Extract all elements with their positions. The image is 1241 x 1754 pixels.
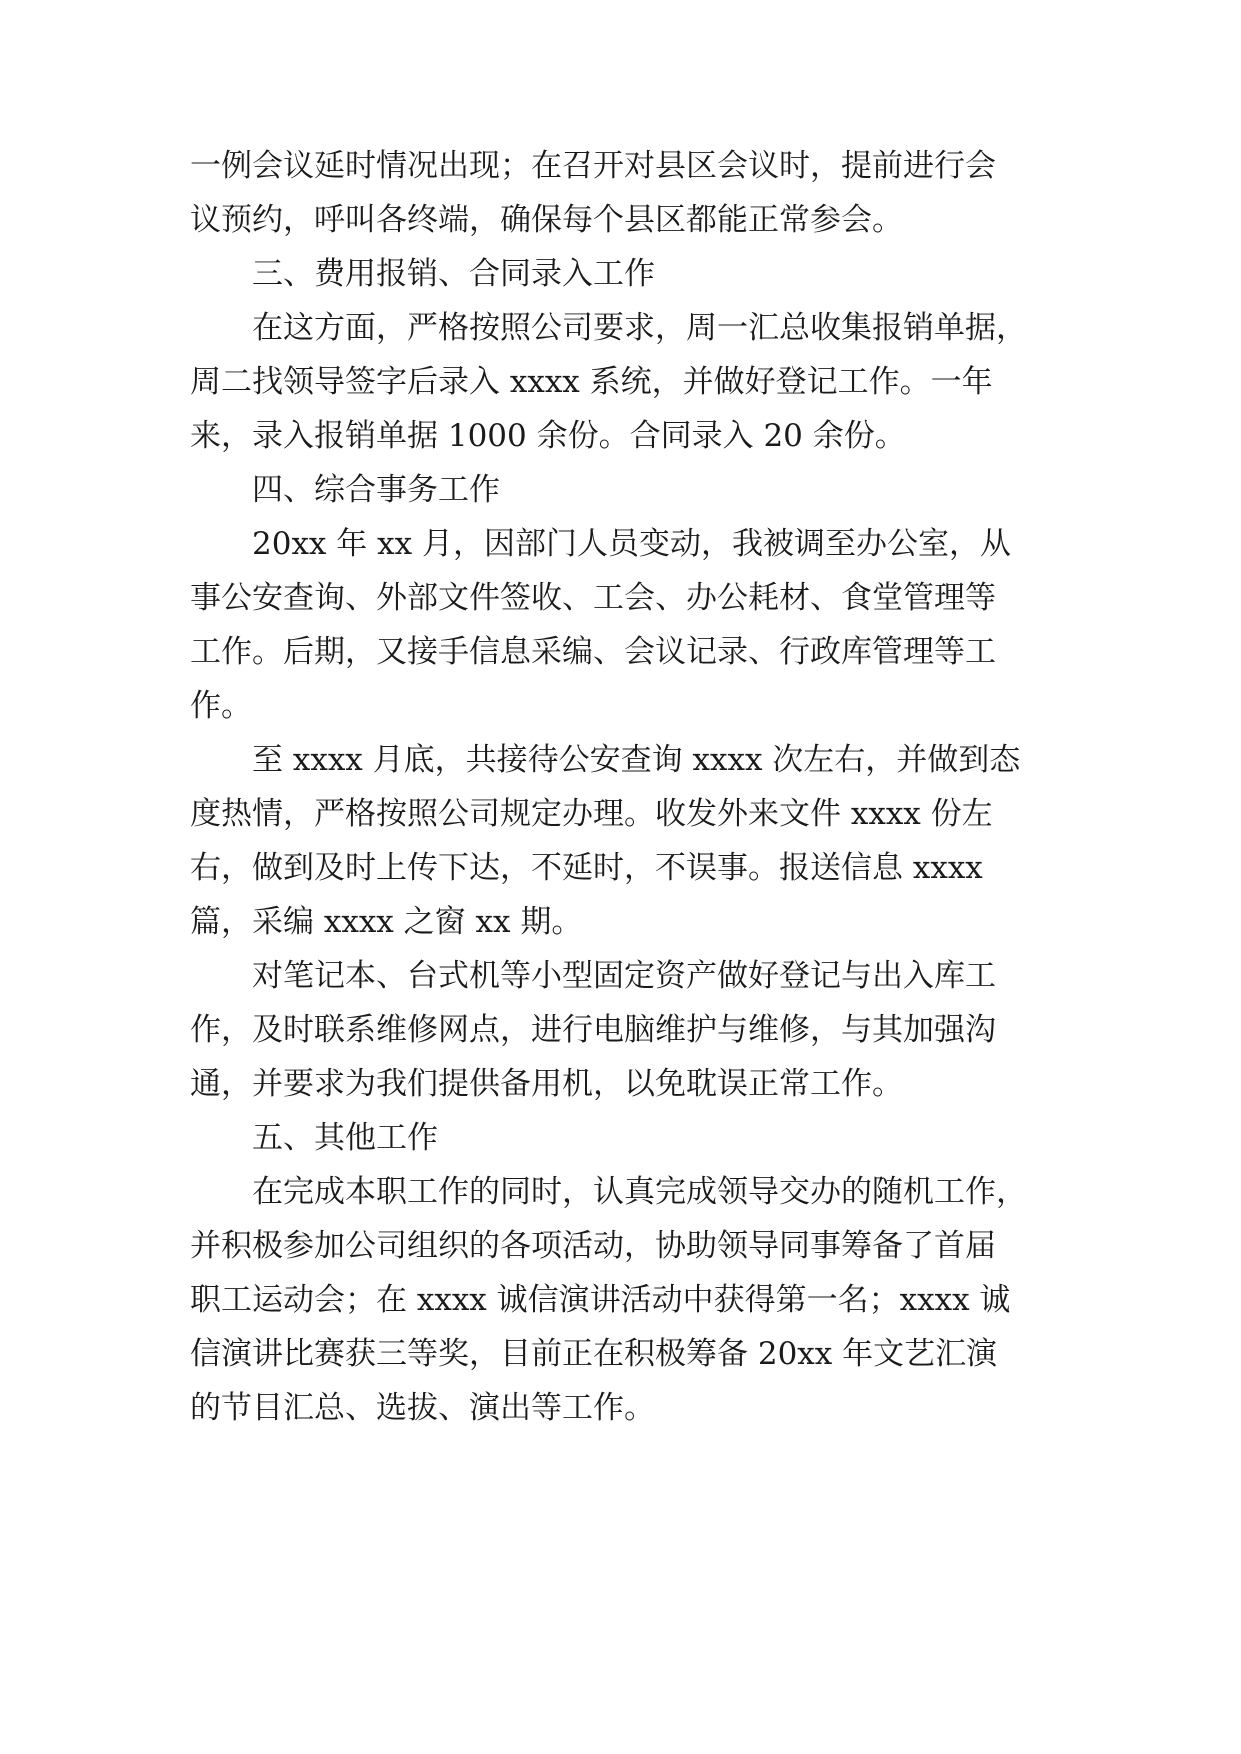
text-line: 度热情，严格按照公司规定办理。收发外来文件 xxxx 份左	[190, 796, 993, 832]
text-line: 的节目汇总、选拔、演出等工作。	[190, 1390, 655, 1426]
text-line: 并积极参加公司组织的各项活动，协助领导同事筹备了首届	[190, 1228, 996, 1264]
text-line: 周二找领导签字后录入 xxxx 系统，并做好登记工作。一年	[190, 364, 993, 400]
text-line: 一例会议延时情况出现；在召开对县区会议时，提前进行会	[190, 148, 996, 184]
text-line: 事公安查询、外部文件签收、工会、办公耗材、食堂管理等	[190, 580, 996, 616]
text-line: 20xx 年 xx 月，因部门人员变动，我被调至办公室，从	[252, 526, 1011, 562]
text-line: 篇，采编 xxxx 之窗 xx 期。	[190, 904, 583, 940]
text-line: 作。	[190, 688, 252, 724]
text-line: 议预约，呼叫各终端，确保每个县区都能正常参会。	[190, 202, 903, 238]
section-heading-4: 四、综合事务工作	[252, 472, 500, 508]
text-line: 通，并要求为我们提供备用机，以免耽误正常工作。	[190, 1066, 903, 1102]
section-heading-3: 三、费用报销、合同录入工作	[252, 256, 655, 292]
text-line: 对笔记本、台式机等小型固定资产做好登记与出入库工	[252, 958, 996, 994]
text-line: 在完成本职工作的同时，认真完成领导交办的随机工作，	[252, 1174, 1027, 1210]
text-line: 在这方面，严格按照公司要求，周一汇总收集报销单据，	[252, 310, 1027, 346]
text-line: 信演讲比赛获三等奖，目前正在积极筹备 20xx 年文艺汇演	[190, 1336, 998, 1372]
text-line: 工作。后期，又接手信息采编、会议记录、行政库管理等工	[190, 634, 996, 670]
section-heading-5: 五、其他工作	[252, 1120, 438, 1156]
text-line: 来，录入报销单据 1000 余份。合同录入 20 余份。	[190, 418, 906, 454]
text-line: 作，及时联系维修网点，进行电脑维护与维修，与其加强沟	[190, 1012, 996, 1048]
text-line: 职工运动会；在 xxxx 诚信演讲活动中获得第一名；xxxx 诚	[190, 1282, 1011, 1318]
text-line: 右，做到及时上传下达，不延时，不误事。报送信息 xxxx	[190, 850, 983, 886]
text-line: 至 xxxx 月底，共接待公安查询 xxxx 次左右，并做到态	[252, 742, 1021, 778]
